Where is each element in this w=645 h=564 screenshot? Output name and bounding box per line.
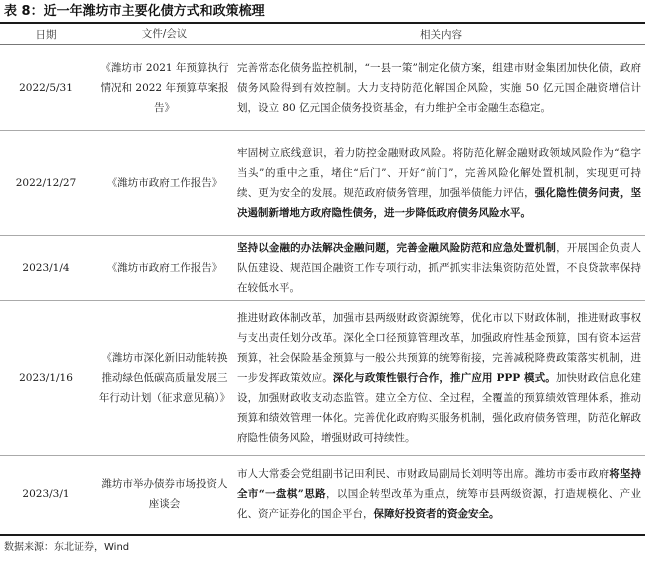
- content-text: 市人大常委会党组副书记田利民、市财政局副局长刘明等出席。潍坊市委市政府: [237, 467, 610, 480]
- content-emphasis: 深化与政策性银行合作，推广应用 PPP 模式。: [332, 372, 556, 384]
- content-text: 加快财政信息化建设，加强财政收支动态监管。建立全方位、全过程，全覆盖的预算绩效管理体系，推动预算和绩效管理一体化。完善优化政府购买服务机制，强化政府债务管理，防范化解政府隐性债务风险，增强财政可持续性。: [237, 372, 642, 444]
- content-emphasis: 保障好投资者的资金安全。: [373, 507, 500, 520]
- header-date: 日期: [0, 24, 92, 45]
- content-text: ，以国企转型改革为重点，统筹市县两级资源，打造规模化、产业化、资产证券化的国企平台，: [237, 487, 641, 520]
- table-row: [0, 236, 645, 301]
- table-title: 表 8：近一年潍坊市主要化债方式和政策梳理: [4, 4, 265, 19]
- cell-content: [237, 131, 645, 236]
- header-document: 文件/会议: [92, 24, 237, 45]
- cell-content: [237, 301, 645, 456]
- cell-document: 潍坊市举办债券市场投资人座谈会: [92, 456, 237, 532]
- bottom-rule: [0, 534, 645, 536]
- table-body: [0, 45, 645, 532]
- content-emphasis: 强化隐性债务问责，坚决遏制新增地方政府隐性债务，进一步降低政府债务风险水平。: [237, 187, 642, 219]
- cell-content: [237, 236, 645, 301]
- cell-date: 2023/1/4: [0, 236, 92, 301]
- cell-document: 《潍坊市深化新旧动能转换推动绿色低碳高质量发展三年行动计划（征求意见稿）》: [92, 301, 237, 456]
- content-text: 完善常态化债务监控机制，“一县一策”制定化债方案，组建市财金集团加快化债，政府债务风险得到有效控制。大力支持防范化解国企风险，实施 50 亿元国企融资增信计划，设立 80 亿元国企债务投资基金，有力维护全市金融生态稳定。: [237, 61, 641, 114]
- content-emphasis: 坚持以金融的办法解决金融问题，完善金融风险防范和应急处置机制: [237, 242, 557, 254]
- header-content: 相关内容: [237, 24, 645, 45]
- content-text: 牢固树立底线意识，着力防控金融财政风险。将防范化解金融财政领域风险作为“稳字当头”的重中之重，堵住“后门”、开好“前门”，完善风险化解处置机制，实现更可持续、更为安全的发展。规范政府债务管理，加强举债能力评估，: [237, 147, 641, 199]
- table-row: [0, 131, 645, 236]
- content-text: 推进财政体制改革，加强市县两级财政资源统筹，优化市以下财政体制，推进财政事权与支出责任划分改革。深化全口径预算管理改革，加强政府性基金预算，国有资本运营预算，社会保险基金预算与一般公共预算的统筹衔接，完善减税降费政策落实机制，进一步发挥政策效应。: [237, 312, 641, 384]
- cell-content: [237, 45, 645, 131]
- cell-date: 2023/1/16: [0, 301, 92, 456]
- cell-date: 2023/3/1: [0, 456, 92, 532]
- table-row: [0, 301, 645, 456]
- content-emphasis: 将坚持全市“一盘棋”思路: [237, 467, 642, 500]
- table-row: [0, 45, 645, 131]
- cell-content: [237, 456, 645, 532]
- cell-document: 《潍坊市政府工作报告》: [92, 131, 237, 236]
- cell-document: 《潍坊市政府工作报告》: [92, 236, 237, 301]
- source-note: 数据来源：东北证券，Wind: [4, 542, 130, 553]
- policy-table: [0, 24, 645, 532]
- table-row: [0, 456, 645, 532]
- cell-date: 2022/5/31: [19, 81, 73, 94]
- cell-document: 《潍坊市 2021 年预算执行情况和 2022 年预算草案报告》: [100, 61, 229, 114]
- cell-date: 2022/12/27: [0, 131, 92, 236]
- content-text: ，开展国企负责人队伍建设、规范国企融资工作专项行动，抓严抓实非法集资防范处置，不良贷款率保持在较低水平。: [237, 242, 642, 294]
- table-header-row: [0, 24, 645, 45]
